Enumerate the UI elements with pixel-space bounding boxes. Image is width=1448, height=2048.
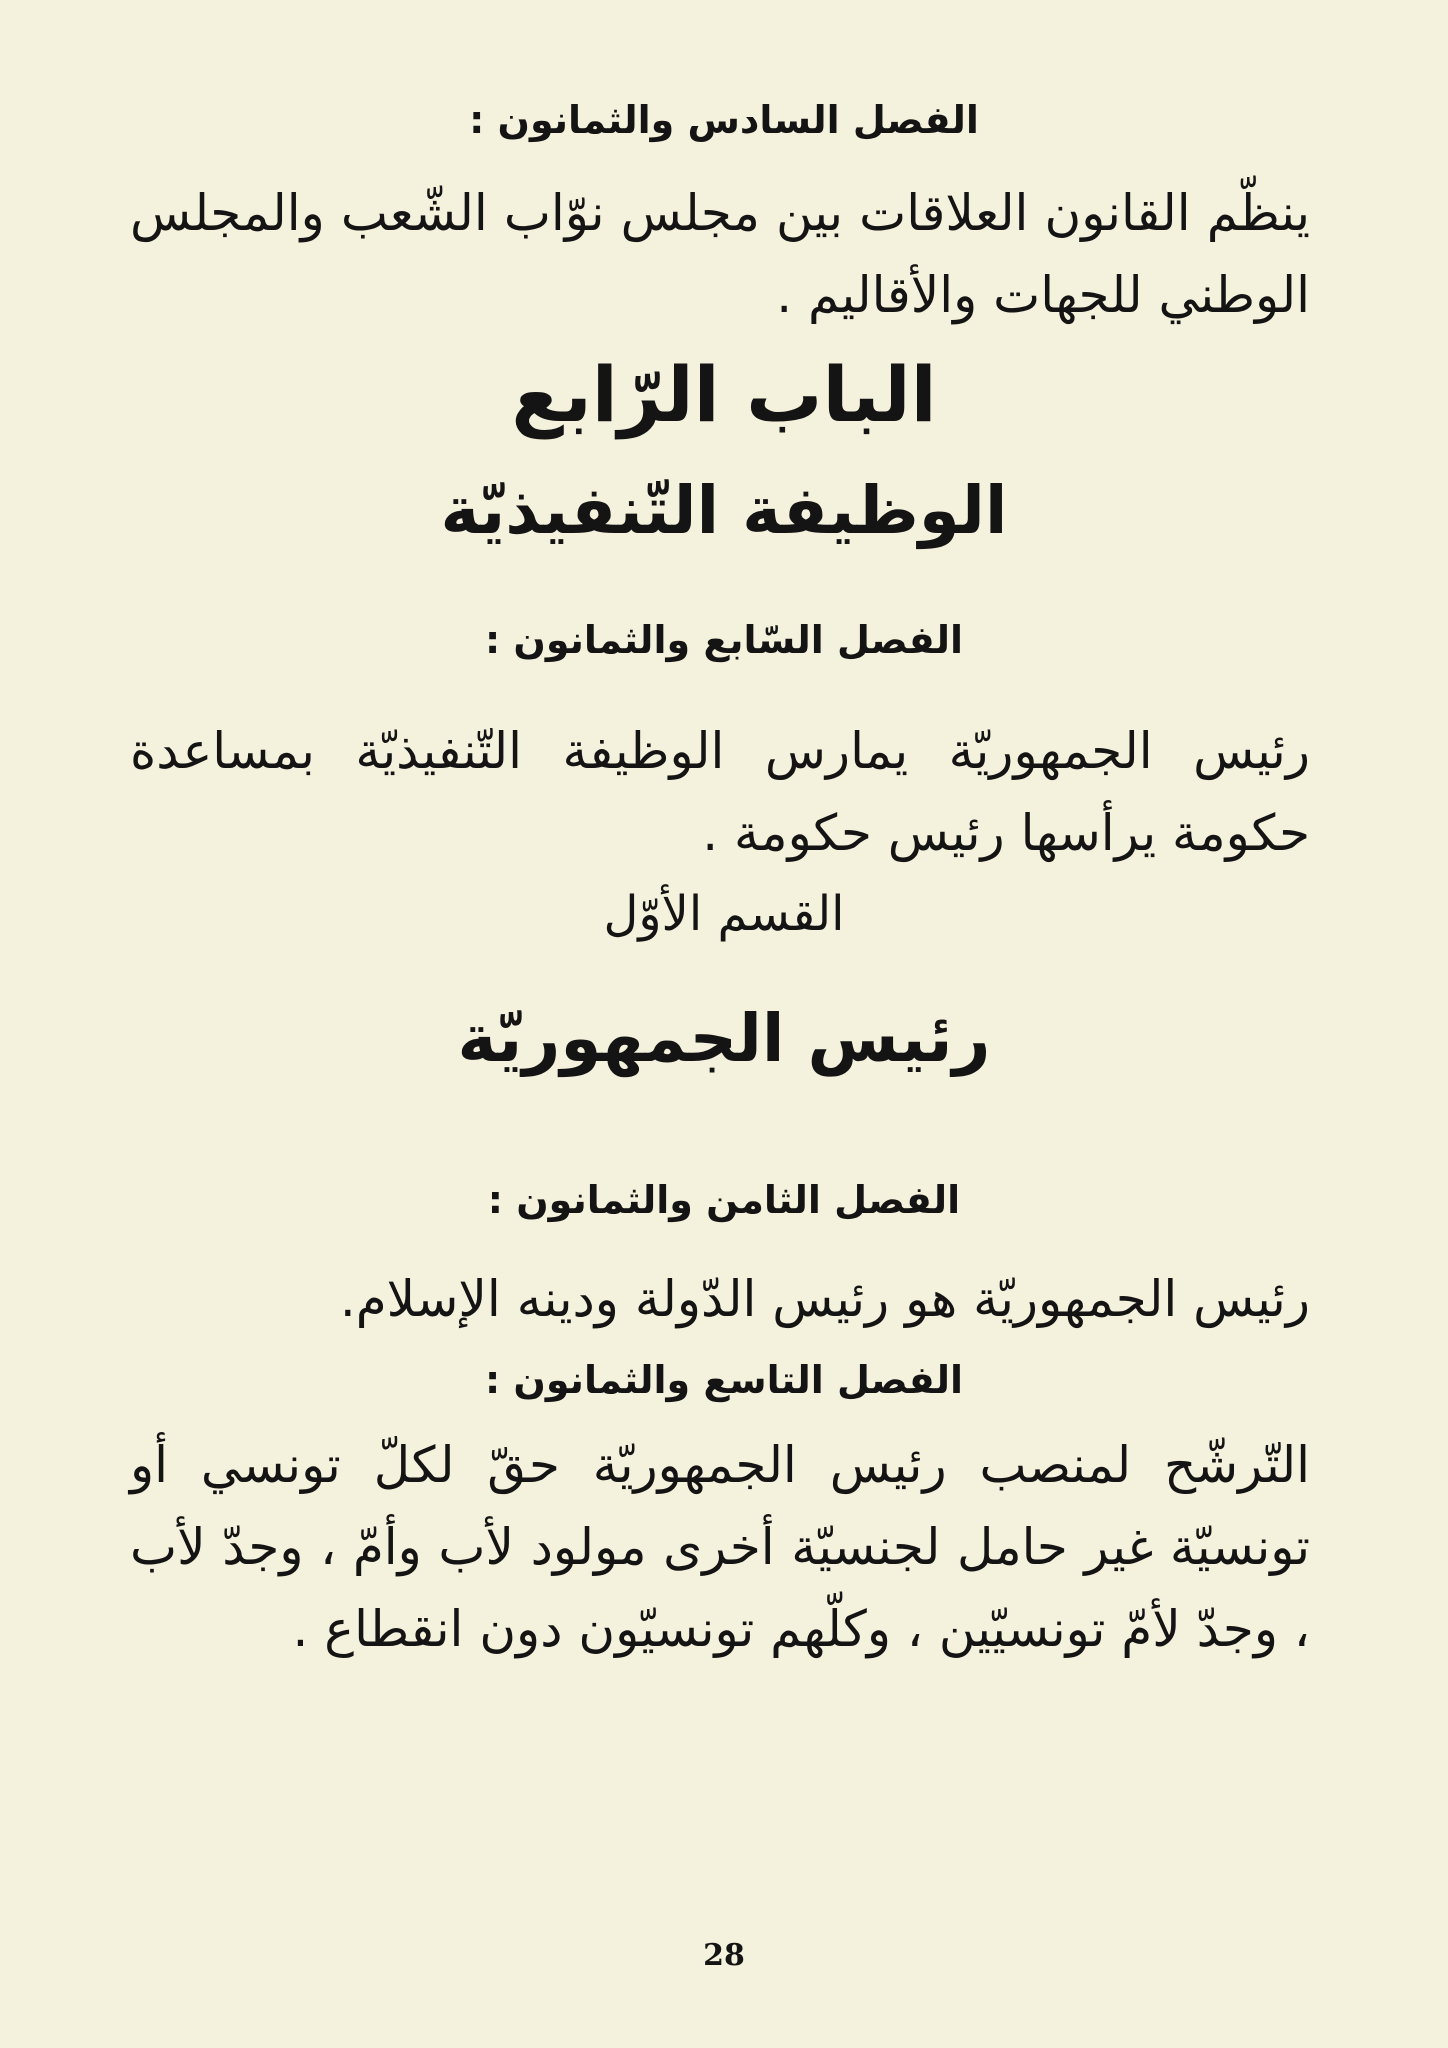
article-87-text: رئيس الجمهوريّة يمارس الوظيفة التّنفيذيّة بمساعدة حكومة يرأسها رئيس حكومة . <box>130 722 1310 862</box>
section-label: القسم الأوّل <box>603 886 845 942</box>
article-86-text: ينظّم القانون العلاقات بين مجلس نوّاب الشّعب والمجلس الوطني للجهات والأقاليم . <box>130 184 1310 324</box>
article-89-heading: الفصل التاسع والثمانون : <box>485 1358 963 1402</box>
article-88-heading: الفصل الثامن والثمانون : <box>487 1178 961 1222</box>
article-89-text: التّرشّح لمنصب رئيس الجمهوريّة حقّ لكلّ تونسي أو تونسيّة غير حامل لجنسيّة أخرى مولود لأب وأمّ ، وجدّ لأب ، وجدّ لأمّ تونسيّين ، وكلّهم تونسيّون دون انقطاع . <box>130 1436 1310 1658</box>
section-title: رئيس الجمهوريّة <box>457 1000 991 1077</box>
chapter-subtitle: الوظيفة التّنفيذيّة <box>440 472 1008 549</box>
article-86-heading: الفصل السادس والثمانون : <box>469 98 979 142</box>
page-number: 28 <box>703 1938 745 1973</box>
article-87-heading: الفصل السّابع والثمانون : <box>484 618 964 662</box>
chapter-title: الباب الرّابع <box>511 350 937 439</box>
article-88-text: رئيس الجمهوريّة هو رئيس الدّولة ودينه الإسلام. <box>339 1270 1310 1328</box>
